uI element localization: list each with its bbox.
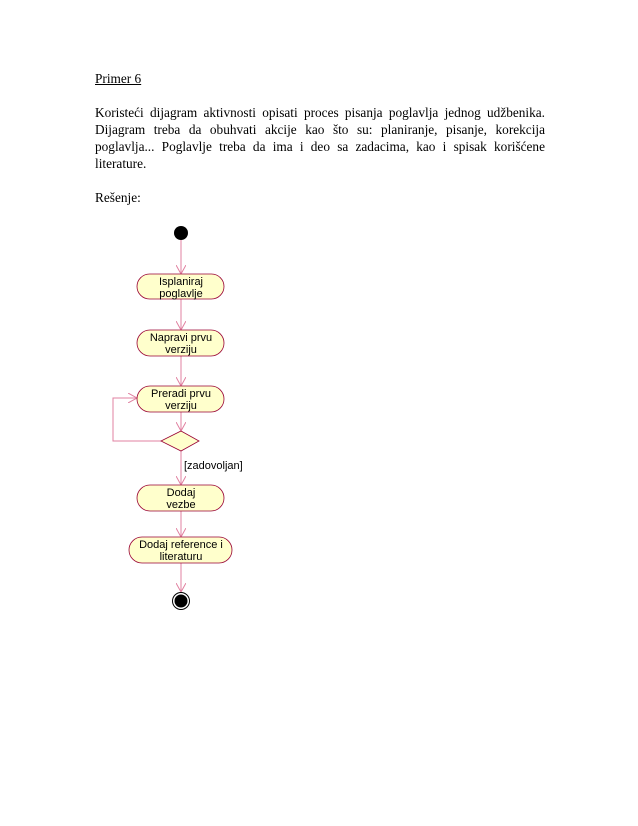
solution-label: Rešenje:	[95, 190, 141, 205]
guard-label: [zadovoljan]	[184, 460, 243, 472]
action-label-line1: Dodaj reference i	[139, 539, 223, 551]
action-label-line1: Preradi prvu	[151, 388, 211, 400]
final-node	[173, 593, 190, 610]
action-label-line2: verziju	[165, 400, 197, 412]
action-label-line2: literaturu	[159, 551, 203, 563]
action-add-exercises	[137, 485, 224, 511]
initial-node	[174, 226, 188, 240]
decision-node	[161, 431, 199, 451]
action-label-line2: poglavlje	[159, 288, 203, 300]
action-label-line2: vezbe	[166, 499, 196, 511]
action-label-line1: Napravi prvu	[149, 332, 213, 344]
example-heading: Primer 6	[95, 71, 142, 86]
action-add-references	[129, 537, 232, 563]
action-rework-version	[137, 386, 224, 412]
task-description: Koristeći dijagram aktivnosti opisati proces pisanja poglavlja jednog udžbenika. Dijagram treba da obuhvati akcije kao što su: planiranje, pisanje, korekcija poglavlja... Poglavlje treba da ima i deo sa zadacima, kao i spisak korišćene literature.	[95, 105, 545, 171]
action-label-line1: Isplaniraj	[158, 276, 204, 288]
action-plan-chapter	[137, 274, 224, 300]
action-label-line2: verziju	[165, 344, 197, 356]
action-label-line1: Dodaj	[166, 487, 196, 499]
action-first-version	[137, 330, 224, 356]
